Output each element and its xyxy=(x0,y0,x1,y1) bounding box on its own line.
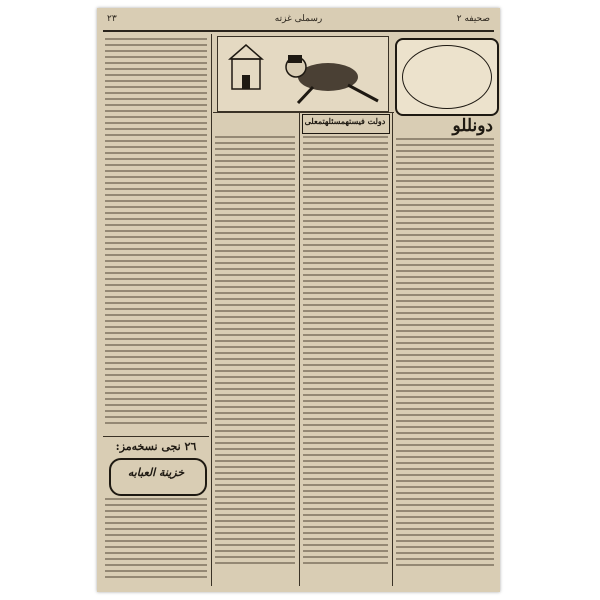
column-divider-3 xyxy=(392,112,393,586)
newspaper-page xyxy=(97,8,500,592)
page-number: ٢٣ xyxy=(107,14,117,24)
masthead-title: رسملى غزته xyxy=(274,14,323,24)
header-divider xyxy=(103,30,494,32)
cartoon-bottom-rule xyxy=(213,112,394,113)
advert-top-rule xyxy=(103,436,209,437)
advert-text xyxy=(105,498,207,582)
cartoon-figure-icon xyxy=(218,37,388,111)
text-column-2 xyxy=(215,136,295,568)
page-label: صحيفه ٢ xyxy=(456,14,490,24)
advert-heading: ٢٦ نجى نسخه‌مز: xyxy=(115,440,197,453)
text-column-3 xyxy=(303,136,388,568)
text-column-right xyxy=(396,138,494,570)
advert-ornament-title: خزينة العبابه xyxy=(127,466,185,479)
cartoon-illustration xyxy=(217,36,389,112)
title-ornament xyxy=(395,38,499,116)
ornament-medallion xyxy=(402,45,492,109)
text-column-left xyxy=(105,38,207,428)
article-title: دونللو xyxy=(452,116,493,136)
section-heading: دولت فيستهمسئلهتمعلى xyxy=(304,116,386,126)
column-divider-1 xyxy=(211,34,212,586)
column-divider-2 xyxy=(299,112,300,586)
